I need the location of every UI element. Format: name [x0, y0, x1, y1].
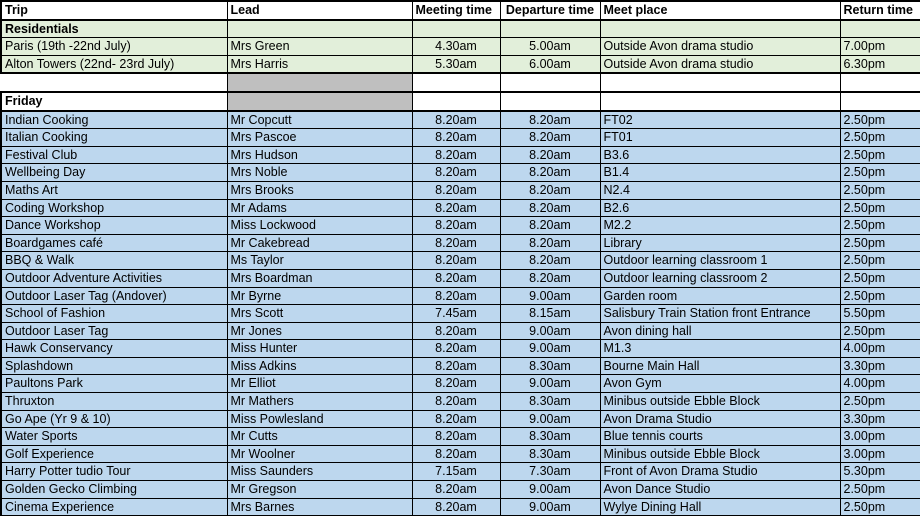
cell-departure-time: 8.20am — [500, 217, 600, 235]
cell-return-time: 2.50pm — [840, 481, 920, 499]
cell-lead: Mrs Hudson — [227, 146, 412, 164]
cell-meet-place: Library — [600, 234, 840, 252]
cell-meeting-time: 4.30am — [412, 38, 500, 56]
cell-return-time: 2.50pm — [840, 129, 920, 147]
cell-meeting-time: 8.20am — [412, 181, 500, 199]
cell-meeting-time: 8.20am — [412, 217, 500, 235]
cell-departure-time: 8.20am — [500, 181, 600, 199]
cell-meeting-time: 8.20am — [412, 269, 500, 287]
cell-meet-place: Outside Avon drama studio — [600, 55, 840, 73]
cell-return-time — [840, 92, 920, 111]
cell-meeting-time: 8.20am — [412, 357, 500, 375]
cell-meeting-time — [412, 73, 500, 92]
cell-meeting-time: 8.20am — [412, 393, 500, 411]
cell-meet-place: M1.3 — [600, 340, 840, 358]
cell-return-time: 2.50pm — [840, 199, 920, 217]
cell-return-time: 5.50pm — [840, 305, 920, 323]
cell-return-time: 6.30pm — [840, 55, 920, 73]
cell-meeting-time: 8.20am — [412, 498, 500, 516]
cell-departure-time: 8.30am — [500, 428, 600, 446]
cell-trip: Golden Gecko Climbing — [1, 481, 227, 499]
cell-trip: Paultons Park — [1, 375, 227, 393]
cell-meet-place — [600, 73, 840, 92]
table-row — [1, 481, 920, 499]
cell-lead: Miss Powlesland — [227, 410, 412, 428]
cell-lead: Mrs Green — [227, 38, 412, 56]
cell-departure-time: 8.20am — [500, 129, 600, 147]
cell-departure-time: 5.00am — [500, 38, 600, 56]
cell-meet-place — [600, 20, 840, 38]
cell-meet-place: Bourne Main Hall — [600, 357, 840, 375]
cell-return-time: 7.00pm — [840, 38, 920, 56]
cell-departure-time — [500, 92, 600, 111]
cell-return-time: 2.50pm — [840, 252, 920, 270]
cell-trip: Hawk Conservancy — [1, 340, 227, 358]
section-row — [1, 20, 920, 38]
cell-meeting-time: 8.20am — [412, 111, 500, 129]
table-row — [1, 357, 920, 375]
table-row — [1, 129, 920, 147]
cell-lead — [227, 92, 412, 111]
cell-trip: Wellbeing Day — [1, 164, 227, 182]
cell-meet-place: B2.6 — [600, 199, 840, 217]
cell-departure-time: 7.30am — [500, 463, 600, 481]
table-row — [1, 111, 920, 129]
cell-lead: Mrs Harris — [227, 55, 412, 73]
table-row — [1, 181, 920, 199]
cell-meeting-time: 8.20am — [412, 481, 500, 499]
table-body — [1, 20, 920, 516]
cell-trip: Cinema Experience — [1, 498, 227, 516]
header-cell-departure-time: Departure time — [500, 1, 600, 20]
cell-departure-time: 8.30am — [500, 445, 600, 463]
cell-return-time: 2.50pm — [840, 393, 920, 411]
cell-trip: Harry Potter tudio Tour — [1, 463, 227, 481]
cell-meeting-time: 8.20am — [412, 129, 500, 147]
cell-meet-place: Outdoor learning classroom 1 — [600, 252, 840, 270]
table-row — [1, 287, 920, 305]
cell-meeting-time: 8.20am — [412, 445, 500, 463]
header-cell-meeting-time: Meeting time — [412, 1, 500, 20]
cell-trip: Go Ape (Yr 9 & 10) — [1, 410, 227, 428]
cell-lead: Mr Cakebread — [227, 234, 412, 252]
cell-lead: Mrs Barnes — [227, 498, 412, 516]
cell-lead: Miss Adkins — [227, 357, 412, 375]
cell-trip: Festival Club — [1, 146, 227, 164]
table-row — [1, 234, 920, 252]
cell-trip: Dance Workshop — [1, 217, 227, 235]
cell-meet-place: Minibus outside Ebble Block — [600, 393, 840, 411]
cell-meet-place: Outdoor learning classroom 2 — [600, 269, 840, 287]
table-row — [1, 269, 920, 287]
cell-trip: Residentials — [1, 20, 227, 38]
cell-trip: Indian Cooking — [1, 111, 227, 129]
cell-return-time — [840, 20, 920, 38]
cell-lead: Mrs Scott — [227, 305, 412, 323]
cell-departure-time: 9.00am — [500, 340, 600, 358]
cell-lead: Ms Taylor — [227, 252, 412, 270]
cell-lead: Mrs Brooks — [227, 181, 412, 199]
cell-departure-time: 9.00am — [500, 410, 600, 428]
cell-lead: Mr Adams — [227, 199, 412, 217]
cell-lead: Miss Lockwood — [227, 217, 412, 235]
cell-return-time: 3.30pm — [840, 357, 920, 375]
cell-trip: Outdoor Laser Tag (Andover) — [1, 287, 227, 305]
cell-meet-place: Avon Gym — [600, 375, 840, 393]
cell-trip: Boardgames café — [1, 234, 227, 252]
cell-meet-place: Garden room — [600, 287, 840, 305]
cell-meeting-time: 8.20am — [412, 164, 500, 182]
cell-lead: Mr Mathers — [227, 393, 412, 411]
cell-meeting-time — [412, 92, 500, 111]
cell-trip: Splashdown — [1, 357, 227, 375]
cell-trip: Water Sports — [1, 428, 227, 446]
cell-lead: Mrs Boardman — [227, 269, 412, 287]
table-row — [1, 252, 920, 270]
cell-lead: Mr Woolner — [227, 445, 412, 463]
cell-trip: Outdoor Laser Tag — [1, 322, 227, 340]
cell-departure-time — [500, 73, 600, 92]
cell-meet-place: B3.6 — [600, 146, 840, 164]
cell-meeting-time: 8.20am — [412, 287, 500, 305]
cell-return-time: 4.00pm — [840, 340, 920, 358]
table-row — [1, 199, 920, 217]
cell-trip: Thruxton — [1, 393, 227, 411]
cell-return-time: 2.50pm — [840, 234, 920, 252]
cell-departure-time: 8.20am — [500, 164, 600, 182]
table-row — [1, 340, 920, 358]
cell-meet-place: Blue tennis courts — [600, 428, 840, 446]
cell-meet-place: FT02 — [600, 111, 840, 129]
cell-meeting-time: 8.20am — [412, 375, 500, 393]
table-row — [1, 428, 920, 446]
cell-trip: Paris (19th -22nd July) — [1, 38, 227, 56]
cell-lead: Miss Saunders — [227, 463, 412, 481]
cell-departure-time: 9.00am — [500, 322, 600, 340]
cell-return-time: 4.00pm — [840, 375, 920, 393]
cell-departure-time: 8.20am — [500, 111, 600, 129]
spacer-row — [1, 73, 920, 92]
cell-departure-time: 8.20am — [500, 252, 600, 270]
cell-meeting-time: 8.20am — [412, 340, 500, 358]
cell-return-time: 5.30pm — [840, 463, 920, 481]
cell-meet-place: FT01 — [600, 129, 840, 147]
cell-meet-place: Front of Avon Drama Studio — [600, 463, 840, 481]
table-row — [1, 55, 920, 73]
table-row — [1, 498, 920, 516]
cell-return-time: 2.50pm — [840, 322, 920, 340]
cell-meeting-time: 8.20am — [412, 252, 500, 270]
cell-return-time: 2.50pm — [840, 111, 920, 129]
table-row — [1, 410, 920, 428]
cell-trip — [1, 73, 227, 92]
table-row — [1, 164, 920, 182]
cell-meeting-time: 8.20am — [412, 146, 500, 164]
cell-lead: Miss Hunter — [227, 340, 412, 358]
cell-meeting-time: 8.20am — [412, 322, 500, 340]
table-row — [1, 305, 920, 323]
cell-lead: Mr Elliot — [227, 375, 412, 393]
cell-meet-place: M2.2 — [600, 217, 840, 235]
cell-departure-time — [500, 20, 600, 38]
section-row — [1, 92, 920, 111]
table-row — [1, 38, 920, 56]
cell-trip: Friday — [1, 92, 227, 111]
cell-lead: Mr Cutts — [227, 428, 412, 446]
cell-meet-place: B1.4 — [600, 164, 840, 182]
cell-departure-time: 8.20am — [500, 199, 600, 217]
cell-lead: Mr Gregson — [227, 481, 412, 499]
table-row — [1, 322, 920, 340]
cell-departure-time: 9.00am — [500, 498, 600, 516]
cell-meet-place: N2.4 — [600, 181, 840, 199]
cell-return-time: 2.50pm — [840, 269, 920, 287]
header-cell-return-time: Return time — [840, 1, 920, 20]
table-row — [1, 217, 920, 235]
cell-departure-time: 9.00am — [500, 375, 600, 393]
cell-meet-place: Avon Drama Studio — [600, 410, 840, 428]
cell-lead: Mr Byrne — [227, 287, 412, 305]
cell-trip: Golf Experience — [1, 445, 227, 463]
cell-trip: BBQ & Walk — [1, 252, 227, 270]
cell-trip: Italian Cooking — [1, 129, 227, 147]
cell-meet-place — [600, 92, 840, 111]
cell-return-time: 2.50pm — [840, 287, 920, 305]
cell-return-time: 3.30pm — [840, 410, 920, 428]
cell-return-time: 2.50pm — [840, 498, 920, 516]
cell-meeting-time: 7.45am — [412, 305, 500, 323]
cell-departure-time: 9.00am — [500, 481, 600, 499]
table-row — [1, 146, 920, 164]
header-cell-meet-place: Meet place — [600, 1, 840, 20]
cell-departure-time: 9.00am — [500, 287, 600, 305]
cell-return-time: 3.00pm — [840, 445, 920, 463]
header-row — [1, 1, 920, 20]
table-row — [1, 375, 920, 393]
cell-return-time: 2.50pm — [840, 146, 920, 164]
cell-departure-time: 6.00am — [500, 55, 600, 73]
cell-departure-time: 8.20am — [500, 234, 600, 252]
cell-meet-place: Salisbury Train Station front Entrance — [600, 305, 840, 323]
cell-departure-time: 8.30am — [500, 393, 600, 411]
cell-trip: Alton Towers (22nd- 23rd July) — [1, 55, 227, 73]
cell-meet-place: Minibus outside Ebble Block — [600, 445, 840, 463]
cell-meet-place: Avon dining hall — [600, 322, 840, 340]
cell-return-time: 3.00pm — [840, 428, 920, 446]
header-cell-lead: Lead — [227, 1, 412, 20]
cell-lead — [227, 20, 412, 38]
cell-meeting-time: 8.20am — [412, 199, 500, 217]
table-row — [1, 445, 920, 463]
cell-meeting-time — [412, 20, 500, 38]
cell-meeting-time: 8.20am — [412, 428, 500, 446]
cell-trip: Outdoor Adventure Activities — [1, 269, 227, 287]
cell-return-time: 2.50pm — [840, 217, 920, 235]
table-row — [1, 393, 920, 411]
cell-lead: Mr Jones — [227, 322, 412, 340]
header-cell-trip: Trip — [1, 1, 227, 20]
cell-trip: School of Fashion — [1, 305, 227, 323]
cell-lead: Mrs Noble — [227, 164, 412, 182]
cell-return-time: 2.50pm — [840, 181, 920, 199]
cell-return-time — [840, 73, 920, 92]
cell-meeting-time: 8.20am — [412, 410, 500, 428]
cell-trip: Maths Art — [1, 181, 227, 199]
cell-departure-time: 8.20am — [500, 269, 600, 287]
cell-meeting-time: 7.15am — [412, 463, 500, 481]
cell-meet-place: Wylye Dining Hall — [600, 498, 840, 516]
cell-return-time: 2.50pm — [840, 164, 920, 182]
cell-lead: Mr Copcutt — [227, 111, 412, 129]
cell-meet-place: Outside Avon drama studio — [600, 38, 840, 56]
table-header — [1, 1, 920, 20]
cell-meeting-time: 8.20am — [412, 234, 500, 252]
cell-departure-time: 8.20am — [500, 146, 600, 164]
cell-departure-time: 8.15am — [500, 305, 600, 323]
cell-lead: Mrs Pascoe — [227, 129, 412, 147]
cell-meet-place: Avon Dance Studio — [600, 481, 840, 499]
cell-meeting-time: 5.30am — [412, 55, 500, 73]
cell-lead — [227, 73, 412, 92]
table-row — [1, 463, 920, 481]
cell-trip: Coding Workshop — [1, 199, 227, 217]
cell-departure-time: 8.30am — [500, 357, 600, 375]
